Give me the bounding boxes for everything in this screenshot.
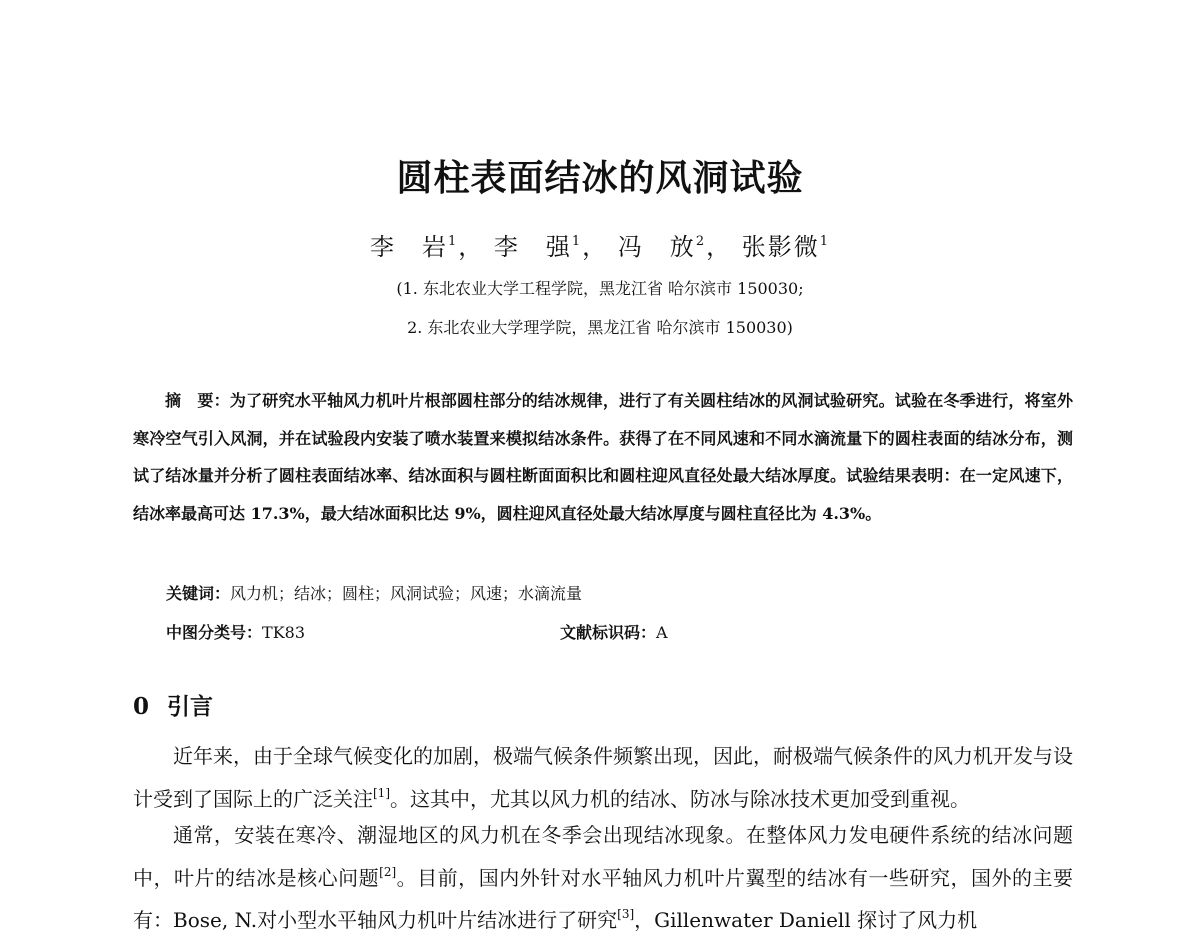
paragraph-1: 近年来，由于全球气候变化的加剧，极端气候条件频繁出现，因此，耐极端气候条件的风力机开发与设计受到了国际上的广泛关注[1]。这其中，尤其以风力机的结冰、防冰与除冰技术更加受到重视。 xyxy=(133,744,1073,811)
author-3-affil: 2 xyxy=(695,234,705,249)
citation: [1] xyxy=(373,785,390,800)
author-1-affil: 1 xyxy=(447,234,457,249)
doc-code-label: 文献标识码： xyxy=(560,623,657,642)
abstract-text: 为了研究水平轴风力机叶片根部圆柱部分的结冰规律，进行了有关圆柱结冰的风洞试验研究。试验在冬季进行，将室外寒冷空气引入风洞，并在试验段内安装了喷水装置来模拟结冰条件。获得了在不同风速和不同水滴流量下的圆柱表面的结冰分布，测试了结冰量并分析了圆柱表面结冰率、结冰面积与圆柱断面面积比和圆柱迎风直径处最大结冰厚度。试验结果表明：在一定风速下，结冰率最高可达 17.3%，最大结冰面积比达 9%，圆柱迎风直径处最大结冰厚度与圆柱直径比为 4.3%。 xyxy=(133,391,1073,523)
author-4-affil: 1 xyxy=(819,234,829,249)
abstract-label: 摘 要： xyxy=(165,391,230,410)
keywords xyxy=(166,581,582,604)
classification-value: TK83 xyxy=(262,623,305,642)
paragraph-2: 通常，安装在寒冷、潮湿地区的风力机在冬季会出现结冰现象。在整体风力发电硬件系统的结冰问题中，叶片的结冰是核心问题[2]。目前，国内外针对水平轴风力机叶片翼型的结冰有一些研究，国外的主要有：Bose, N.对小型水平轴风力机叶片结冰进行了研究[3]，Gillenwater Daniell 探讨了风力机 xyxy=(133,823,1074,932)
author-4: 张影微 xyxy=(741,233,820,261)
abstract xyxy=(133,382,1073,532)
classification xyxy=(166,620,305,643)
keywords-value: 风力机；结冰；圆柱；风洞试验；风速；水滴流量 xyxy=(230,584,583,603)
section-heading xyxy=(133,688,213,721)
author-2-affil: 1 xyxy=(571,234,581,249)
keywords-label: 关键词： xyxy=(166,584,231,603)
section-title: 引言 xyxy=(167,693,214,720)
body-text xyxy=(133,738,1073,939)
author-1: 李 岩 xyxy=(369,233,448,261)
section-number: 0 xyxy=(133,693,150,720)
citation: [3] xyxy=(617,907,635,921)
affiliation-2: 2. 东北农业大学理学院，黑龙江省 哈尔滨市 150030) xyxy=(407,318,793,337)
affiliation-1: (1. 东北农业大学工程学院，黑龙江省 哈尔滨市 150030; xyxy=(396,279,804,298)
author-3: 冯 放 xyxy=(617,233,696,261)
doc-code xyxy=(560,620,668,643)
paper-title: 圆柱表面结冰的风洞试验 xyxy=(396,157,804,199)
author-2: 李 强 xyxy=(493,233,572,261)
citation: [2] xyxy=(379,864,397,879)
doc-code-value: A xyxy=(656,623,668,642)
author-line: 李 岩$^1$， 李 强$^1$， 冯 放$^2$， 张影微$^1$ xyxy=(369,233,829,261)
classification-label: 中图分类号： xyxy=(166,623,263,642)
